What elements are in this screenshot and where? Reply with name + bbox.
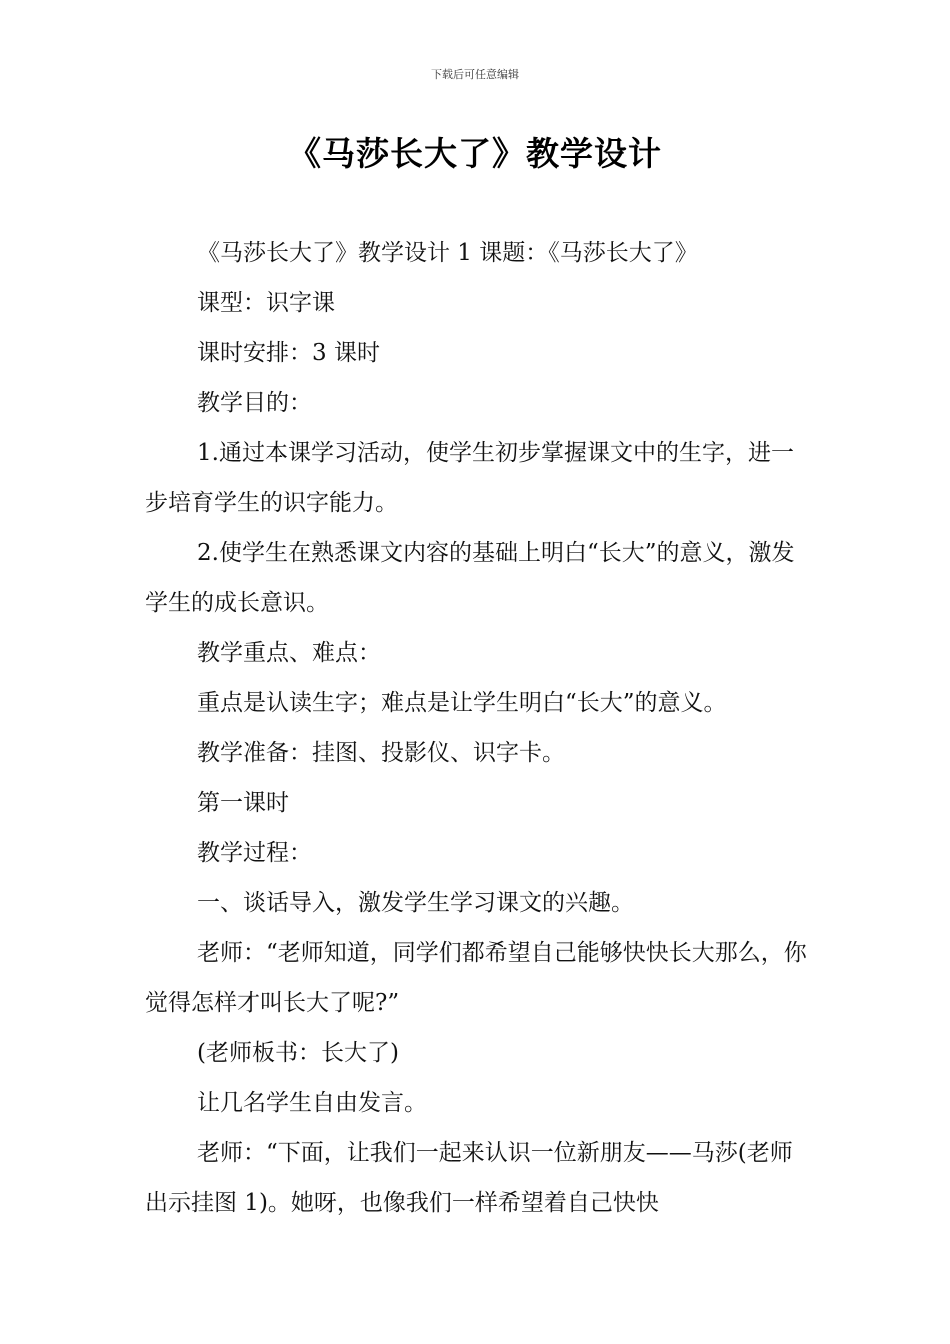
paragraph-teacher-speech-1: 老师：“老师知道，同学们都希望自己能够快快长大那么，你觉得怎样才叫长大了呢?” <box>145 940 807 1016</box>
paragraph-course-type: 课型：识字课 <box>197 290 335 316</box>
paragraph-process-heading: 教学过程： <box>197 840 312 866</box>
paragraph-student-speak: 让几名学生自由发言。 <box>197 1090 427 1116</box>
paragraph-objective-2: 2.使学生在熟悉课文内容的基础上明白“长大”的意义，激发学生的成长意识。 <box>145 540 795 616</box>
paragraph-key-points: 重点是认读生字；难点是让学生明白“长大”的意义。 <box>197 690 727 716</box>
paragraph-schedule: 课时安排：3 课时 <box>197 340 380 366</box>
paragraph-objective-1: 1.通过本课学习活动，使学生初步掌握课文中的生字，进一步培育学生的识字能力。 <box>145 440 794 516</box>
document-title: 《马莎长大了》教学设计 <box>288 134 662 173</box>
paragraph-objectives-heading: 教学目的： <box>197 390 312 416</box>
paragraph-course-topic: 《马莎长大了》教学设计 1 课题：《马莎长大了》 <box>197 240 698 266</box>
paragraph-preparation: 教学准备：挂图、投影仪、识字卡。 <box>197 740 565 766</box>
paragraph-teacher-speech-2: 老师：“下面，让我们一起来认识一位新朋友——马莎(老师出示挂图 1)。她呀，也像我们一样希望着自己快快 <box>145 1140 793 1216</box>
paragraph-board-note: (老师板书：长大了) <box>197 1040 399 1066</box>
header-note: 下载后可任意编辑 <box>431 68 519 81</box>
document-body <box>145 228 810 1228</box>
paragraph-intro-step: 一、谈话导入，激发学生学习课文的兴趣。 <box>197 890 634 916</box>
paragraph-key-points-heading: 教学重点、难点： <box>197 640 381 666</box>
paragraph-first-lesson: 第一课时 <box>197 790 289 816</box>
